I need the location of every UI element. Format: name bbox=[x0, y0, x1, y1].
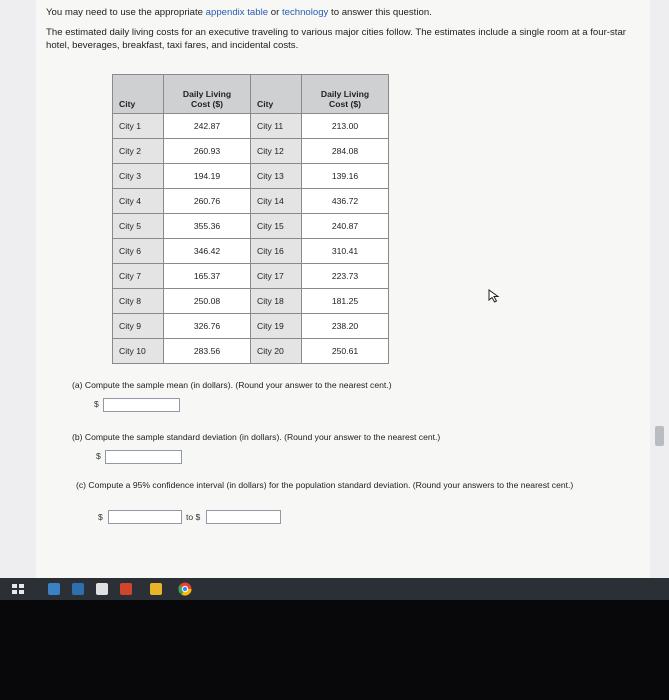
table-row bbox=[113, 189, 389, 214]
table-row bbox=[113, 139, 389, 164]
instructions: You may need to use the appropriate appendix table or technology to answer this question. bbox=[46, 7, 432, 18]
question-c: (c) Compute a 95% confidence interval (in dollars) for the population standard deviation. (Round your answers to the nearest cent.) bbox=[76, 480, 574, 490]
city-name-cell: City 6 bbox=[113, 239, 164, 264]
header-cost-1: Daily Living Cost ($) bbox=[164, 75, 251, 114]
city-name-cell: City 11 bbox=[251, 114, 302, 139]
city-name-cell: City 17 bbox=[251, 264, 302, 289]
city-name-cell: City 3 bbox=[113, 164, 164, 189]
city-name-cell: City 1 bbox=[113, 114, 164, 139]
city-name-cell: City 8 bbox=[113, 289, 164, 314]
table-row bbox=[113, 289, 389, 314]
office-icon[interactable] bbox=[120, 583, 132, 595]
store-icon[interactable] bbox=[48, 583, 60, 595]
technology-link[interactable]: technology bbox=[281, 7, 329, 18]
chrome-icon[interactable] bbox=[178, 582, 192, 596]
cost-cell: 436.72 bbox=[302, 189, 389, 214]
cost-cell: 284.08 bbox=[302, 139, 389, 164]
cost-cell: 238.20 bbox=[302, 314, 389, 339]
cost-cell: 260.76 bbox=[164, 189, 251, 214]
sample-mean-input[interactable] bbox=[103, 398, 180, 412]
header-city-2: City bbox=[251, 75, 302, 114]
laptop-bezel bbox=[0, 600, 669, 700]
question-intro bbox=[46, 6, 646, 52]
cost-cell: 139.16 bbox=[302, 164, 389, 189]
appendix-table-link[interactable]: appendix table bbox=[205, 7, 269, 18]
city-name-cell: City 14 bbox=[251, 189, 302, 214]
living-cost-table bbox=[112, 74, 389, 364]
scrollbar-thumb[interactable] bbox=[655, 426, 664, 446]
problem-description: The estimated daily living costs for an executive traveling to various major cities follow. The estimates include a single room at a four-star hotel, beverages, breakfast, taxi fares, and incidental costs. bbox=[46, 27, 626, 51]
table-row bbox=[113, 114, 389, 139]
question-a: (a) Compute the sample mean (in dollars). (Round your answer to the nearest cent.) bbox=[72, 380, 392, 390]
cost-cell: 194.19 bbox=[164, 164, 251, 189]
city-name-cell: City 10 bbox=[113, 339, 164, 364]
mouse-cursor-icon bbox=[488, 289, 500, 303]
cost-cell: 223.73 bbox=[302, 264, 389, 289]
cost-cell: 310.41 bbox=[302, 239, 389, 264]
cost-cell: 250.08 bbox=[164, 289, 251, 314]
cost-cell: 346.42 bbox=[164, 239, 251, 264]
ci-lower-input[interactable] bbox=[108, 510, 182, 524]
cost-cell: 283.56 bbox=[164, 339, 251, 364]
question-b: (b) Compute the sample standard deviation (in dollars). (Round your answer to the nearest cent.) bbox=[72, 432, 441, 442]
city-name-cell: City 2 bbox=[113, 139, 164, 164]
cost-cell: 260.93 bbox=[164, 139, 251, 164]
city-name-cell: City 5 bbox=[113, 214, 164, 239]
sample-std-dev-input[interactable] bbox=[105, 450, 182, 464]
city-name-cell: City 16 bbox=[251, 239, 302, 264]
cost-cell: 250.61 bbox=[302, 339, 389, 364]
ci-upper-input[interactable] bbox=[206, 510, 281, 524]
table-row bbox=[113, 239, 389, 264]
city-name-cell: City 4 bbox=[113, 189, 164, 214]
table-row bbox=[113, 264, 389, 289]
table-row bbox=[113, 214, 389, 239]
city-name-cell: City 18 bbox=[251, 289, 302, 314]
table-row bbox=[113, 339, 389, 364]
cost-cell: 165.37 bbox=[164, 264, 251, 289]
table-row bbox=[113, 164, 389, 189]
currency-c: $ bbox=[98, 512, 103, 522]
currency-b: $ bbox=[96, 451, 101, 461]
header-cost-2: Daily Living Cost ($) bbox=[302, 75, 389, 114]
table-header-row bbox=[113, 75, 389, 114]
task-view-icon[interactable] bbox=[12, 584, 24, 595]
file-icon[interactable] bbox=[150, 583, 162, 595]
app-icon[interactable] bbox=[96, 583, 108, 595]
header-city-1: City bbox=[113, 75, 164, 114]
city-name-cell: City 19 bbox=[251, 314, 302, 339]
city-name-cell: City 7 bbox=[113, 264, 164, 289]
cost-cell: 213.00 bbox=[302, 114, 389, 139]
city-name-cell: City 12 bbox=[251, 139, 302, 164]
table-row bbox=[113, 314, 389, 339]
cost-cell: 355.36 bbox=[164, 214, 251, 239]
currency-a: $ bbox=[94, 399, 99, 409]
cost-cell: 326.76 bbox=[164, 314, 251, 339]
city-name-cell: City 15 bbox=[251, 214, 302, 239]
city-name-cell: City 20 bbox=[251, 339, 302, 364]
mail-icon[interactable] bbox=[72, 583, 84, 595]
cost-cell: 240.87 bbox=[302, 214, 389, 239]
cost-cell: 242.87 bbox=[164, 114, 251, 139]
cost-cell: 181.25 bbox=[302, 289, 389, 314]
city-name-cell: City 13 bbox=[251, 164, 302, 189]
city-name-cell: City 9 bbox=[113, 314, 164, 339]
to-label: to $ bbox=[186, 512, 201, 522]
